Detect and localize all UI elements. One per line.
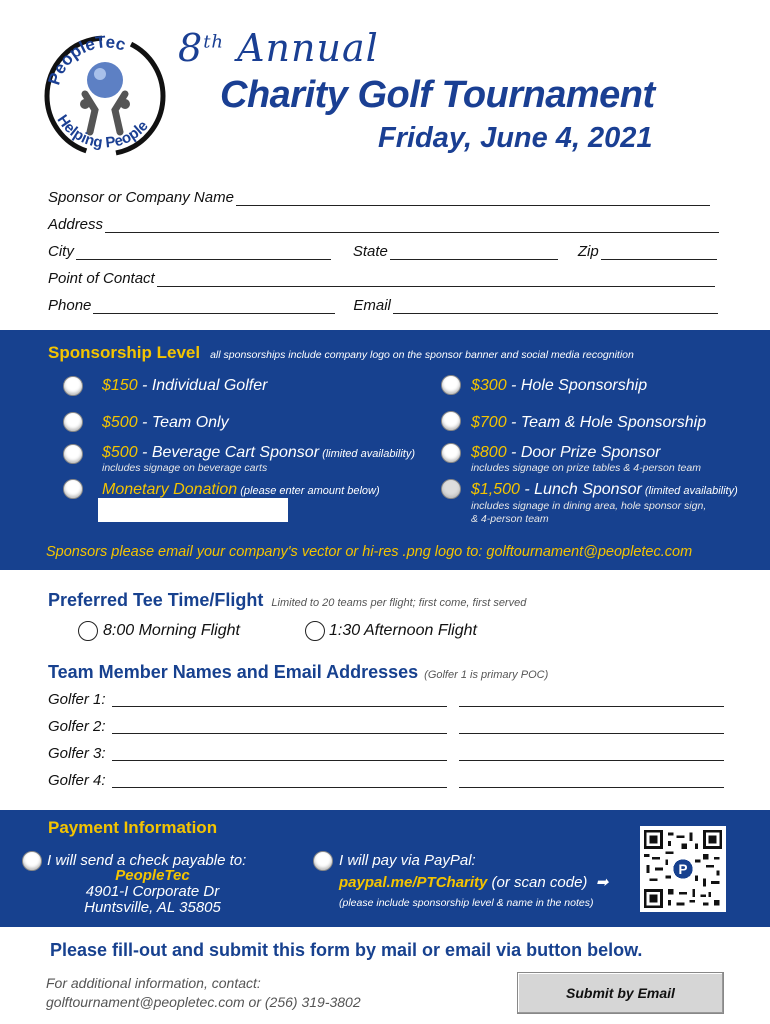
phone-row [48, 294, 718, 314]
radio-150[interactable] [63, 376, 83, 396]
annual-label [178, 26, 379, 70]
submit-by-email-button[interactable]: Submit by Email [517, 972, 724, 1014]
golfer-2-label: Golfer 2: [48, 718, 106, 735]
annual-ordinal: 8 [178, 26, 204, 70]
email-field[interactable] [393, 300, 718, 314]
option-700: $700 - Team & Hole Sponsorship [471, 414, 707, 431]
state-label: State [352, 243, 388, 260]
paypal-line [339, 873, 608, 891]
option-150: $150 - Individual Golfer [102, 377, 268, 394]
golfer-3-name-field[interactable] [112, 760, 447, 761]
golfer-1-label: Golfer 1: [48, 691, 106, 708]
golfer-3-label: Golfer 3: [48, 745, 106, 762]
option-1500-sub2: & 4-person team [471, 513, 549, 525]
golfer-3-email-field[interactable] [459, 760, 724, 761]
address-label: Address [48, 216, 104, 233]
option-donation: Monetary Donation (please enter amount below) [102, 481, 380, 498]
city-label: City [48, 243, 74, 260]
option-1500-sub1: includes signage in dining area, hole sponsor sign, [471, 500, 707, 512]
morning-flight-label: 8:00 Morning Flight [103, 622, 240, 639]
golfer-4-email-field[interactable] [459, 787, 724, 788]
option-500-team: $500 - Team Only [102, 414, 229, 431]
sponsorship-header [48, 343, 634, 363]
sponsorship-note: all sponsorships include company logo on the sponsor banner and social media recognition [210, 349, 634, 361]
city-field[interactable] [76, 246, 331, 260]
golfer-2-email-field[interactable] [459, 733, 724, 734]
sponsorship-title: Sponsorship Level [48, 343, 201, 362]
paypal-qr-code[interactable] [640, 826, 726, 912]
logo-top-text: PeopleTec [44, 32, 128, 88]
peopletec-logo [40, 22, 170, 162]
annual-suffix: th [203, 31, 225, 53]
address-field[interactable] [105, 219, 719, 233]
zip-field[interactable] [601, 246, 717, 260]
option-500-cart: $500 - Beverage Cart Sponsor (limited availability) [102, 444, 415, 461]
golfer-4-label: Golfer 4: [48, 772, 106, 789]
team-note: (Golfer 1 is primary POC) [424, 669, 549, 681]
radio-500-team[interactable] [63, 412, 83, 432]
afternoon-flight-label: 1:30 Afternoon Flight [329, 622, 477, 639]
paypal-label: I will pay via PayPal: [339, 852, 476, 869]
city-row [48, 240, 717, 260]
state-field[interactable] [390, 246, 558, 260]
team-title: Team Member Names and Email Addresses [48, 662, 419, 682]
radio-500-cart[interactable] [63, 444, 83, 464]
submit-instruction: Please fill-out and submit this form by mail or email via button below. [50, 940, 643, 960]
tee-time-title: Preferred Tee Time/Flight [48, 590, 264, 610]
payee-address-2: Huntsville, AL 35805 [84, 899, 221, 916]
team-header [48, 662, 548, 683]
contact-line-2: golftournament@peopletec.com or (256) 319-3802 [46, 994, 361, 1010]
payee-address-1: 4901-I Corporate Dr [85, 883, 220, 900]
radio-donation[interactable] [63, 479, 83, 499]
phone-field[interactable] [93, 300, 335, 314]
event-date: Friday, June 4, 2021 [378, 122, 653, 154]
option-800-sub: includes signage on prize tables & 4-person team [471, 462, 701, 474]
radio-800[interactable] [441, 443, 461, 463]
sponsor-label: Sponsor or Company Name [48, 189, 234, 206]
option-300: $300 - Hole Sponsorship [471, 377, 648, 394]
annual-word: Annual [237, 26, 379, 70]
radio-afternoon[interactable] [305, 621, 325, 641]
radio-morning[interactable] [78, 621, 98, 641]
paypal-scan-text: (or scan code) [487, 874, 588, 891]
check-address [40, 868, 265, 916]
check-label: I will send a check payable to: [47, 852, 247, 869]
logo-email-note: Sponsors please email your company's vector or hi-res .png logo to: golftournament@peopletec.com [46, 544, 693, 560]
contact-line-1: For additional information, contact: [46, 975, 261, 991]
golfer-1-name-field[interactable] [112, 706, 447, 707]
poc-label: Point of Contact [48, 270, 155, 287]
arrow-right-icon: ➡ [595, 874, 609, 891]
option-1500: $1,500 - Lunch Sponsor (limited availability) [471, 481, 738, 498]
option-500-cart-sub: includes signage on beverage carts [102, 462, 268, 474]
address-row [48, 213, 719, 233]
tee-time-note: Limited to 20 teams per flight; first come, first served [271, 597, 527, 609]
payee-name: PeopleTec [115, 867, 190, 884]
email-label: Email [353, 297, 391, 314]
donation-amount-input[interactable] [98, 498, 288, 522]
sponsor-field[interactable] [236, 192, 710, 206]
golfer-4-name-field[interactable] [112, 787, 447, 788]
golfer-2-name-field[interactable] [112, 733, 447, 734]
paypal-link[interactable]: paypal.me/PTCharity [339, 874, 488, 891]
option-800: $800 - Door Prize Sponsor [471, 444, 661, 461]
page-title: Charity Golf Tournament [220, 74, 655, 116]
radio-1500[interactable] [441, 479, 461, 499]
golfer-1-email-field[interactable] [459, 706, 724, 707]
radio-300[interactable] [441, 375, 461, 395]
poc-field[interactable] [157, 273, 715, 287]
phone-label: Phone [48, 297, 92, 314]
radio-check[interactable] [22, 851, 42, 871]
sponsor-row [48, 186, 710, 206]
zip-label: Zip [577, 243, 599, 260]
radio-paypal[interactable] [313, 851, 333, 871]
paypal-note: (please include sponsorship level & name in the notes) [339, 897, 594, 909]
tee-time-header [48, 590, 526, 611]
logo-bottom-text: Helping People [53, 111, 152, 152]
radio-700[interactable] [441, 411, 461, 431]
svg-text:P: P [678, 862, 688, 878]
poc-row [48, 267, 715, 287]
payment-title: Payment Information [48, 818, 218, 837]
